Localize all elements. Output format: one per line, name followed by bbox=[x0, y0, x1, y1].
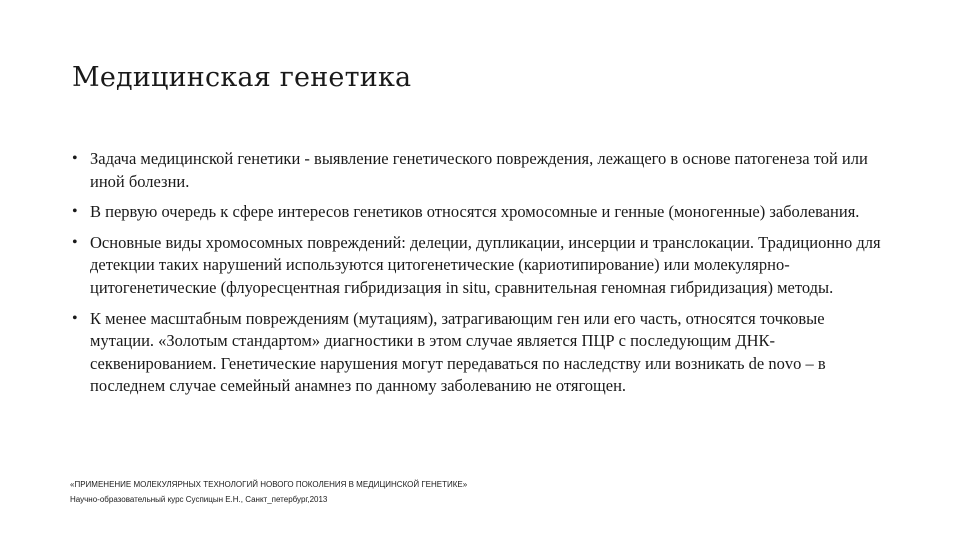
bullet-list bbox=[72, 148, 892, 406]
bullet-text: К менее масштабным повреждениям (мутациям), затрагивающим ген или его часть, относятся точковые мутации. «Золотым стандартом» диагностики в этом случае является ПЦР с последующим ДНК-секвенированием. Генетические нарушения могут передаваться по наследству или возникать de novo – в последнем случае семейный анамнез по данному заболеванию не отягощен. bbox=[90, 308, 826, 396]
slide-footer bbox=[70, 477, 467, 507]
bullet-text: Задача медицинской генетики - выявление генетического повреждения, лежащего в основе патогенеза той или иной болезни. bbox=[90, 149, 868, 191]
bullet-item bbox=[72, 232, 892, 300]
bullet-item bbox=[72, 308, 892, 398]
bullet-text: Основные виды хромосомных повреждений: делеции, дупликации, инсерции и транслокации. Традиционно для детекции таких нарушений используются цитогенетические (кариотипирование) или молекулярно-цитогенетические (флуоресцентная гибридизация in situ, сравнительная геномная гибридизация) методы. bbox=[90, 232, 881, 297]
bullet-point-icon: • bbox=[72, 150, 78, 167]
slide-title: Медицинская генетика bbox=[72, 62, 412, 93]
bullet-point-icon: • bbox=[72, 309, 78, 327]
bullet-point-icon: • bbox=[72, 233, 78, 251]
footer-author-line: Научно-образовательный курс Суспицын Е.Н., Санкт_петербург,2013 bbox=[70, 495, 328, 504]
bullet-item bbox=[72, 148, 892, 193]
footer-course-title: «ПРИМЕНЕНИЕ МОЛЕКУЛЯРНЫХ ТЕХНОЛОГИЙ НОВОГО ПОКОЛЕНИЯ В МЕДИЦИНСКОЙ ГЕНЕТИКЕ» bbox=[70, 480, 468, 489]
bullet-item bbox=[72, 201, 892, 224]
bullet-text: В первую очередь к сфере интересов генетиков относятся хромосомные и генные (моногенные) заболевания. bbox=[90, 202, 860, 222]
bullet-point-icon: • bbox=[72, 203, 78, 221]
